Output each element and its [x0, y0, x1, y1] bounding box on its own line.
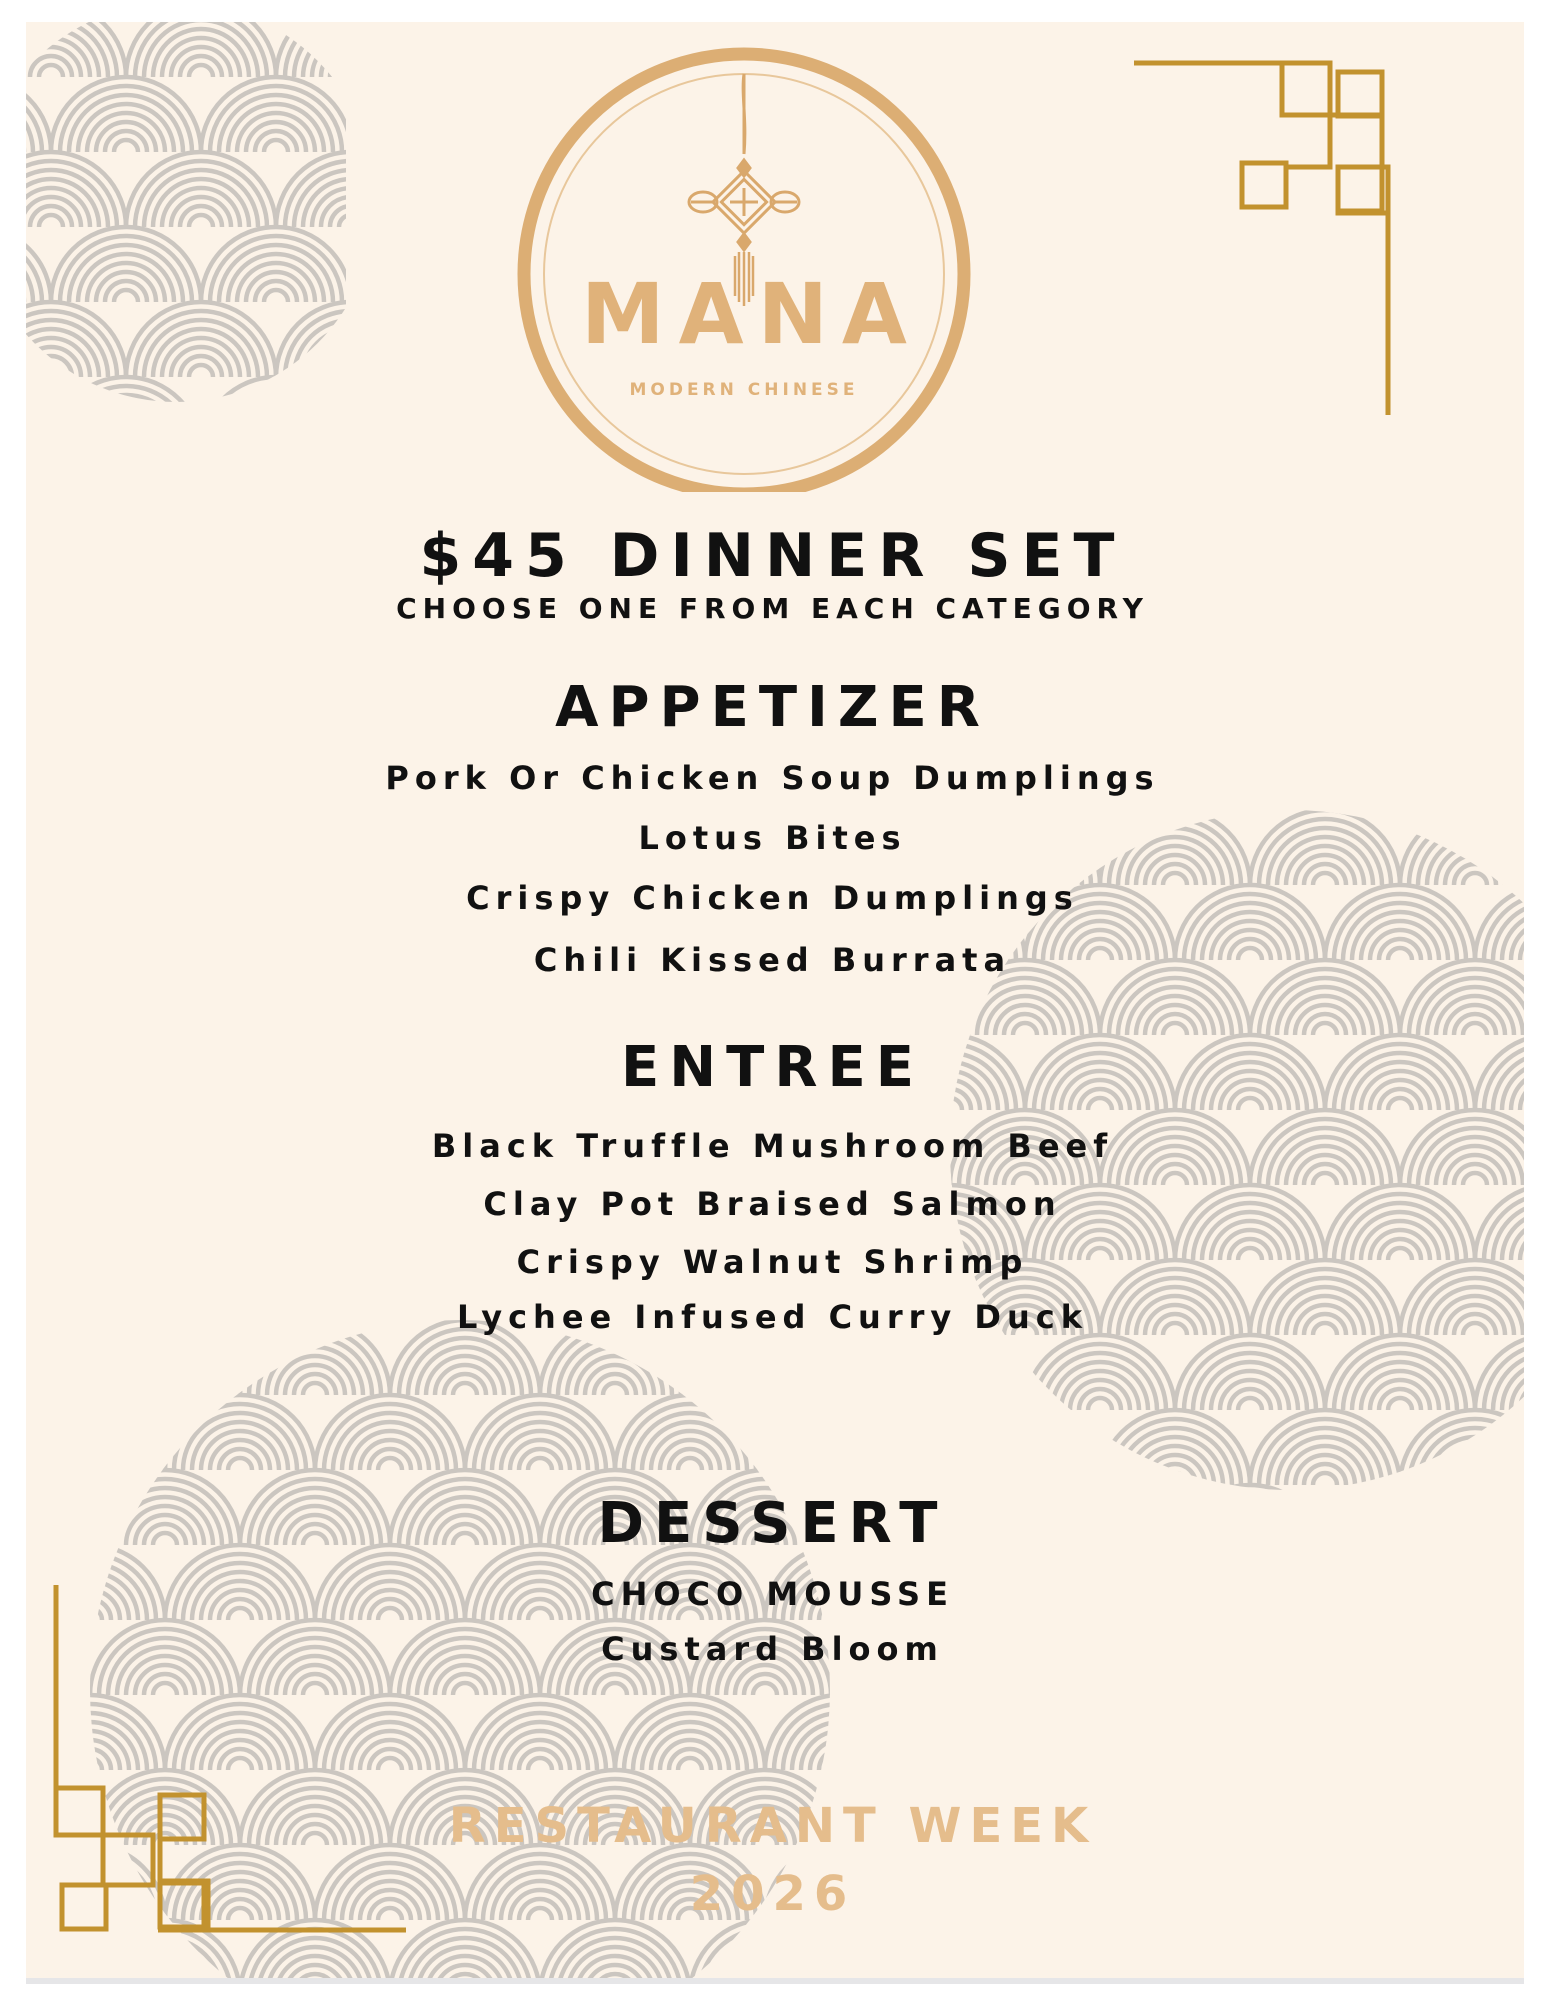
logo-ring-icon	[515, 34, 973, 492]
section-heading-dessert: DESSERT	[597, 1491, 948, 1556]
menu-item: Custard Bloom	[601, 1630, 944, 1668]
section-heading-entree: ENTREE	[621, 1035, 924, 1100]
brand-logo	[515, 34, 973, 492]
menu-item: Crispy Walnut Shrimp	[516, 1243, 1029, 1281]
menu-item: Pork Or Chicken Soup Dumplings	[385, 759, 1160, 797]
event-name: RESTAURANT WEEK	[448, 1798, 1097, 1854]
event-year: 2026	[689, 1866, 856, 1922]
section-heading-appetizer: APPETIZER	[555, 675, 990, 740]
menu-subtitle: CHOOSE ONE FROM EACH CATEGORY	[396, 592, 1149, 625]
menu-item: Lotus Bites	[638, 819, 907, 857]
brand-tagline: MODERN CHINESE	[629, 380, 859, 400]
menu-title: $45 DINNER SET	[419, 521, 1126, 591]
page-shadow	[26, 1978, 1524, 1984]
menu-item: CHOCO MOUSSE	[591, 1575, 954, 1613]
menu-item: Crispy Chicken Dumplings	[466, 879, 1079, 917]
menu-item: Lychee Infused Curry Duck	[457, 1298, 1088, 1336]
brand-name: MANA	[581, 265, 921, 363]
menu-item: Clay Pot Braised Salmon	[483, 1185, 1062, 1223]
menu-item: Black Truffle Mushroom Beef	[431, 1127, 1114, 1165]
menu-item: Chili Kissed Burrata	[533, 941, 1012, 979]
